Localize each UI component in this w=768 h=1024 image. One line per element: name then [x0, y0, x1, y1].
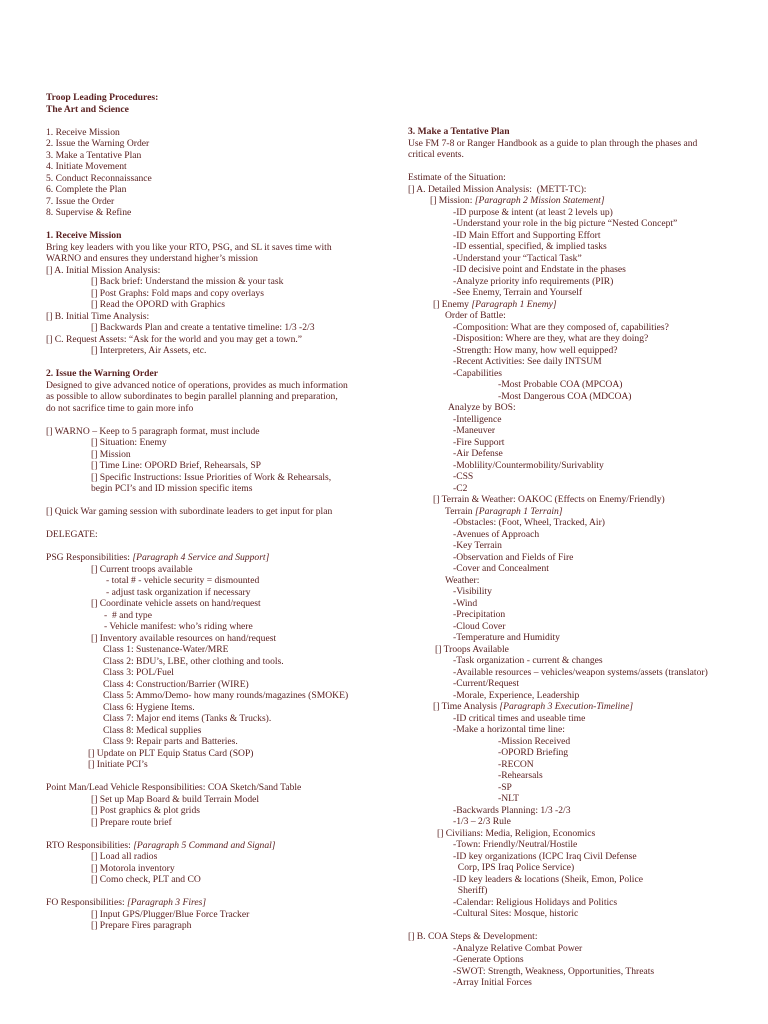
- paragraph-ref: [Paragraph 1 Enemy]: [471, 298, 557, 310]
- text-line: -Task organization - current & changes: [453, 655, 603, 666]
- text-line: Analyze by BOS:: [448, 402, 516, 413]
- text-line: [] Mission: [91, 448, 131, 460]
- text-line: [] B. Initial Time Analysis:: [46, 310, 150, 322]
- text-line: -ID essential, specified, & implied tasks: [453, 241, 607, 252]
- text-line: Class 2: BDU’s, LBE, other clothing and tools.: [103, 655, 284, 667]
- text-line: Corp, IPS Iraq Police Service): [453, 862, 575, 873]
- text-line: [] Coordinate vehicle assets on hand/request: [91, 598, 261, 609]
- text-line: [] Prepare Fires paragraph: [91, 920, 192, 931]
- text-line: [] Troops Available: [435, 643, 509, 655]
- paragraph-ref: [Paragraph 4 Service and Support]: [132, 552, 270, 563]
- text-line: -Most Probable COA (MPCOA): [498, 379, 623, 390]
- text-line: -C2: [453, 482, 468, 494]
- text-line: -Mission Received: [498, 735, 571, 747]
- text-line: [] Back brief: Understand the mission & your task: [91, 276, 284, 287]
- label: [] Time Analysis: [433, 701, 500, 712]
- text-line: [] Terrain & Weather: OAKOC (Effects on Enemy/Friendly): [433, 494, 665, 505]
- paragraph-ref: [Paragraph 3 Fires]: [127, 897, 207, 908]
- text-line: Class 6: Hygiene Items.: [103, 701, 195, 713]
- text-line: -SP: [498, 781, 512, 793]
- text-line: -ID decisive point and Endstate in the phases: [453, 264, 626, 275]
- text-line: Use FM 7-8 or Ranger Handbook as a guide to plan through the phases and: [408, 137, 698, 149]
- text-line: -Backwards Planning: 1/3 -2/3: [453, 804, 571, 816]
- step-item: 4. Initiate Movement: [46, 161, 127, 172]
- paragraph-ref: [Paragraph 3 Execution-Timeline]: [499, 701, 634, 712]
- pointman-heading: Point Man/Lead Vehicle Responsibilities: COA Sketch/Sand Table: [46, 782, 302, 793]
- text-line: [] Read the OPORD with Graphics: [91, 299, 226, 310]
- text-line: -See Enemy, Terrain and Yourself: [453, 287, 583, 298]
- text-line: -Most Dangerous COA (MDCOA): [498, 390, 632, 402]
- text-line: DELEGATE:: [46, 529, 98, 540]
- text-line: -Temperature and Humidity: [453, 632, 560, 643]
- text-line: -1/3 – 2/3 Rule: [453, 816, 511, 827]
- label: [] Enemy: [433, 298, 472, 310]
- mission-heading: [408, 195, 738, 207]
- text-line: [] Load all radios: [91, 851, 158, 862]
- text-line: - total # - vehicle security = dismounted: [106, 575, 260, 586]
- text-line: -Strength: How many, how well equipped?: [453, 344, 618, 356]
- text-line: [] Update on PLT Equip Status Card (SOP): [88, 747, 254, 759]
- text-line: begin PCI’s and ID mission specific items: [91, 483, 253, 494]
- text-line: -Obstacles: (Foot, Wheel, Tracked, Air): [453, 517, 605, 528]
- text-line: -Capabilities: [453, 367, 503, 379]
- text-line: [] Civilians: Media, Religion, Economics: [437, 827, 596, 839]
- text-line: Bring key leaders with you like your RTO, PSG, and SL it saves time with: [46, 241, 332, 253]
- section-heading: 2. Issue the Warning Order: [46, 368, 159, 379]
- text-line: -Analyze priority info requirements (PIR): [453, 275, 614, 287]
- text-line: Class 4: Construction/Barrier (WIRE): [103, 678, 249, 690]
- text-line: -NLT: [498, 793, 519, 804]
- step-item: 6. Complete the Plan: [46, 184, 127, 195]
- fo-heading: [46, 897, 386, 909]
- text-line: -CSS: [453, 471, 474, 482]
- text-line: [] Input GPS/Plugger/Blue Force Tracker: [91, 908, 250, 920]
- text-line: [] Current troops available: [91, 563, 193, 575]
- text-line: Class 7: Major end items (Tanks & Trucks).: [103, 713, 272, 724]
- text-line: -Fire Support: [453, 436, 505, 448]
- text-line: -ID Main Effort and Supporting Effort: [453, 229, 601, 241]
- text-line: Estimate of the Situation:: [408, 172, 506, 183]
- text-line: - # and type: [104, 609, 152, 621]
- text-line: -Town: Friendly/Neutral/Hostile: [453, 839, 578, 850]
- section-heading: 3. Make a Tentative Plan: [408, 126, 510, 137]
- text-line: Order of Battle:: [445, 310, 506, 321]
- text-line: Weather:: [445, 574, 480, 586]
- paragraph-ref: [Paragraph 5 Command and Signal]: [133, 839, 276, 851]
- text-line: - adjust task organization if necessary: [106, 586, 251, 598]
- text-line: -Analyze Relative Combat Power: [453, 942, 583, 954]
- paragraph-ref: [Paragraph 2 Mission Statement]: [474, 195, 605, 206]
- text-line: -ID key leaders & locations (Sheik, Emon, Police: [453, 873, 643, 885]
- text-line: [] A. Detailed Mission Analysis: (METT-TC):: [408, 183, 587, 195]
- text-line: -Understand your “Tactical Task”: [453, 252, 582, 264]
- text-line: -Recent Activities: See daily INTSUM: [453, 356, 602, 367]
- text-line: -ID purpose & intent (at least 2 levels up): [453, 206, 613, 218]
- text-line: -ID key organizations (ICPC Iraq Civil Defense: [453, 850, 637, 862]
- text-line: -Available resources – vehicles/weapon systems/assets (translator): [453, 666, 708, 678]
- right-column: [408, 126, 738, 989]
- text-line: critical events.: [408, 149, 464, 160]
- text-line: -Visibility: [453, 586, 492, 597]
- text-line: -ID critical times and useable time: [453, 712, 586, 724]
- text-line: -Avenues of Approach: [453, 528, 540, 540]
- text-line: Sheriff): [453, 885, 488, 896]
- text-line: do not sacrifice time to gain more info: [46, 402, 194, 414]
- psg-heading: [46, 552, 386, 564]
- text-line: [] Como check, PLT and CO: [91, 874, 201, 885]
- step-item: 8. Supervise & Refine: [46, 207, 132, 218]
- text-line: [] Specific Instructions: Issue Priorities of Work & Rehearsals,: [91, 471, 332, 483]
- label: Terrain: [445, 505, 475, 517]
- text-line: [] WARNO – Keep to 5 paragraph format, must include: [46, 425, 260, 437]
- text-line: Class 3: POL/Fuel: [103, 667, 174, 678]
- text-line: -Array Initial Forces: [453, 977, 532, 988]
- text-line: -Understand your role in the big picture “Nested Concept”: [453, 218, 678, 229]
- text-line: [] Backwards Plan and create a tentative timeline: 1/3 -2/3: [91, 322, 315, 333]
- text-line: [] Inventory available resources on hand/request: [91, 632, 277, 644]
- label: [] Mission:: [430, 195, 475, 206]
- label: FO Responsibilities:: [46, 897, 128, 908]
- text-line: -Observation and Fields of Fire: [453, 551, 574, 563]
- text-line: Class 5: Ammo/Demo- how many rounds/magazines (SMOKE): [103, 690, 349, 701]
- time-heading: [408, 701, 738, 713]
- paragraph-ref: [Paragraph 1 Terrain]: [474, 505, 563, 517]
- text-line: -Morale, Experience, Leadership: [453, 689, 580, 701]
- text-line: [] Post Graphs: Fold maps and copy overlays: [91, 287, 264, 299]
- text-line: -Maneuver: [453, 425, 496, 436]
- text-line: [] Post graphics & plot grids: [91, 805, 200, 816]
- text-line: -Rehearsals: [498, 770, 543, 781]
- text-line: as possible to allow subordinates to begin parallel planning and preparation,: [46, 391, 338, 402]
- text-line: -Disposition: Where are they, what are they doing?: [453, 333, 649, 344]
- label: PSG Responsibilities:: [46, 552, 133, 563]
- text-line: [] Prepare route brief: [91, 816, 172, 828]
- text-line: [] B. COA Steps & Development:: [408, 931, 538, 942]
- text-line: Designed to give advanced notice of operations, provides as much information: [46, 379, 348, 391]
- text-line: -Cover and Concealment: [453, 563, 549, 574]
- step-item: 3. Make a Tentative Plan: [46, 149, 142, 161]
- doc-title-line-2: The Art and Science: [46, 103, 129, 115]
- text-line: -Generate Options: [453, 954, 524, 965]
- text-line: [] A. Initial Mission Analysis:: [46, 264, 161, 276]
- step-item: 2. Issue the Warning Order: [46, 138, 150, 149]
- text-line: -Key Terrain: [453, 540, 502, 551]
- step-item: 5. Conduct Reconnaissance: [46, 172, 152, 184]
- text-line: -Cloud Cover: [453, 620, 506, 632]
- step-item: 7. Issue the Order: [46, 195, 115, 207]
- text-line: Class 9: Repair parts and Batteries.: [103, 736, 238, 747]
- enemy-heading: [408, 299, 738, 311]
- text-line: -RECON: [498, 758, 534, 770]
- label: RTO Responsibilities:: [46, 839, 134, 851]
- text-line: [] C. Request Assets: “Ask for the world and you may get a town.”: [46, 333, 303, 345]
- text-line: -Moblility/Countermobility/Surivablity: [453, 459, 604, 471]
- text-line: Class 1: Sustenance-Water/MRE: [103, 644, 229, 655]
- text-line: -Composition: What are they composed of, capabilities?: [453, 321, 669, 333]
- text-line: [] Quick War gaming session with subordinate leaders to get input for plan: [46, 506, 333, 517]
- text-line: -Calendar: Religious Holidays and Politics: [453, 896, 618, 908]
- text-line: -Make a horizontal time line:: [453, 724, 565, 735]
- steps-list: [46, 127, 386, 219]
- text-line: -Air Defense: [453, 448, 503, 459]
- terrain-heading: [408, 506, 738, 518]
- text-line: [] Situation: Enemy: [91, 437, 167, 448]
- text-line: WARNO and ensures they understand higher’s mission: [46, 253, 258, 264]
- doc-title-line-1: Troop Leading Procedures:: [46, 92, 159, 103]
- text-line: - Vehicle manifest: who’s riding where: [104, 621, 253, 632]
- text-line: -Cultural Sites: Mosque, historic: [453, 908, 579, 919]
- text-line: [] Set up Map Board & build Terrain Model: [91, 793, 260, 805]
- text-line: [] Motorola inventory: [91, 862, 175, 874]
- text-line: -Intelligence: [453, 413, 502, 425]
- text-line: -Current/Request: [453, 678, 520, 689]
- text-line: -OPORD Briefing: [498, 747, 569, 758]
- left-column: [46, 92, 386, 932]
- text-line: Class 8: Medical supplies: [103, 724, 202, 736]
- text-line: -Wind: [453, 597, 478, 609]
- text-line: -Precipitation: [453, 609, 506, 620]
- section-heading: 1. Receive Mission: [46, 230, 122, 241]
- step-item: 1. Receive Mission: [46, 126, 120, 138]
- text-line: [] Time Line: OPORD Brief, Rehearsals, SP: [91, 460, 262, 471]
- text-line: -SWOT: Strength, Weakness, Opportunities, Threats: [453, 965, 655, 977]
- rto-heading: [46, 840, 386, 852]
- text-line: [] Initiate PCI’s: [88, 759, 148, 770]
- text-line: [] Interpreters, Air Assets, etc.: [91, 345, 207, 356]
